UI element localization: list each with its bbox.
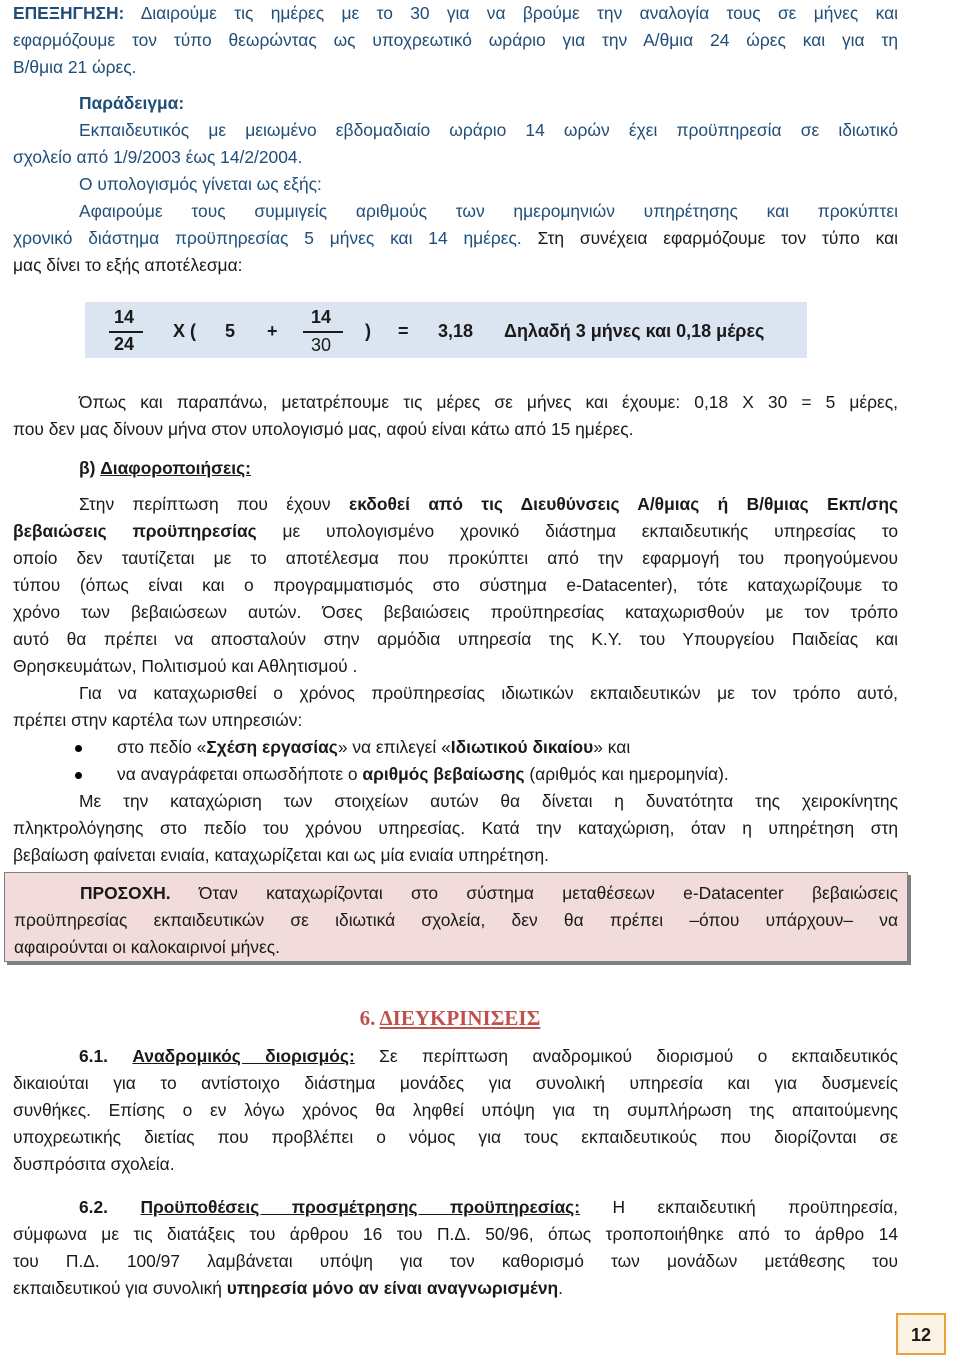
section-heading: 6. ΔΙΕΥΚΡΙΝΙΣΕΙΣ [359, 1006, 541, 1030]
explanation-block: ΕΠΕΞΗΓΗΣΗ: Διαιρούμε τις ημέρες με το 30 για να βρούμε την αναλογία τους σε μήνες και εφαρμόζουμε τον τύπο θεωρώντας ως υποχρεωτικό ωράριο για την Α/θμια 24 ώρες και για τη Β/θμια 21 ώρες. [13, 3, 899, 77]
fraction-line [303, 331, 343, 333]
explanation-label: ΕΠΕΞΗΓΗΣΗ: [13, 3, 125, 23]
subsection-title: Προϋποθέσεις προσμέτρησης προϋπηρεσίας: [140, 1197, 580, 1217]
example-block: Παράδειγμα: Εκπαιδευτικός με μειωμένο εβδομαδιαίο ωράριο 14 ωρών έχει προϋπηρεσία σε ιδιωτικό σχολείο από 1/9/2003 έως 14/2/2004. Ο υπολογισμός γίνεται ως εξής: Αφαιρούμε τους συμμιγείς αριθμούς των ημερομηνιών υπηρέτησης και προκύπτει χρονικό διάστημα προϋπηρεσίας 5 μήνες και 14 ημέρες. Στη συνέχεια εφαρμόζουμε τον τύπο και μας δίνει το εξής αποτέλεσμα: [13, 90, 898, 279]
body-block: Όπως και παραπάνω, μετατρέπουμε τις μέρες σε μήνες και έχουμε: 0,18 Χ 30 = 5 μέρες, που δεν μας δίνουν μήνα στον υπολογισμό μας, αφού είναι κάτω από 15 ημέρες. β) Διαφοροποιήσεις: Στην περίπτωση που έχουν εκδοθεί από τις Διευθύνσεις Α/θμιας ή Β/θμιας Εκπ/σης βεβαιώσεις προϋπηρεσίας με υπολογισμένο χρονικό διάστημα εκπαιδευτικής υπηρεσίας το οποίο δεν ταυτίζεται με το αποτέλεσμα που προκύπτει από την εφαρμογή του προηγούμενου τύπου (όπως είναι και ο προγραμματισμός στο σύστημα e-Datacenter), τότε καταχωρίζουμε το χρόνο των βεβαιώσεων αυτών. Όσες βεβαιώσεις προϋπηρεσίας καταχωρισθούν με τον τρόπο αυτό θα πρέπει να αποσταλούν στην αρμόδια υπηρεσία της Κ.Υ. του Υπουργείου Παιδείας και Θρησκευμάτων, Πολιτισμού και Αθλητισμού . Για να καταχωρισθεί ο χρόνος προϋπηρεσίας ιδιωτικών εκπαιδευτικών με τον τρόπο αυτό, πρέπει στην καρτέλα των υπηρεσιών: στο πεδίο «Σχέση εργασίας» να επιλεγεί «Ιδιωτικού δικαίου» και να αναγράφεται οπωσδήποτε ο αριθμός βεβαίωσης (αριθμός και ημερομηνία). Με την καταχώριση των στοιχείων αυτών θα δίνεται η δυνατότητα της χειροκίνητης πληκτρολόγησης στο πεδίο του χρόνου υπηρεσίας. Κατά την καταχώριση, όταν η υπηρέτηση στη βεβαίωση φαίνεται ενιαία, καταχωρίζεται και ως μία ενιαία υπηρέτηση. [13, 392, 898, 865]
subsection-title: Αναδρομικός διορισμός: [132, 1046, 355, 1066]
section-b-heading: β) Διαφοροποιήσεις: [79, 458, 251, 478]
attention-box: ΠΡΟΣΟΧΗ. Όταν καταχωρίζονται στο σύστημα μεταθέσεων e-Datacenter βεβαιώσεις προϋπηρεσίας εκπαιδευτικών σε ιδιωτικά σχολεία, δεν θα πρέπει –όπου υπάρχουν– να αφαιρούνται οι καλοκαιρινοί μήνες. [4, 872, 908, 962]
clarifications-block: 6.1. Αναδρομικός διορισμός: Σε περίπτωση αναδρομικού διορισμού ο εκπαιδευτικός δικαιούται για το αντίστοιχο διάστημα μονάδες για συνολική υπηρεσία και για δυσμενείς συνθήκες. Επίσης ο εν λόγω χρόνος θα ληφθεί υπόψη για τη συμπλήρωση της απαιτούμενης υποχρεωτικής διετίας που προβλέπει ο νόμος για τους εκπαιδευτικούς που διορίζονται σε δυσπρόσιτα σχολεία. 6.2. Προϋποθέσεις προσμέτρησης προϋπηρεσίας: Η εκπαιδευτική προϋπηρεσία, σύμφωνα με τις διατάξεις του άρθρου 16 του Π.Δ. 50/96, όπως τροποποιήθηκε από το άρθρο 14 του Π.Δ. 100/97 λαμβάνεται υπόψη για τον καθορισμό των μονάδων μετάθεσης του εκπαιδευτικού για συνολική υπηρεσία μόνο αν είναι αναγνωρισμένη. [13, 1046, 898, 1298]
formula-explanation: Δηλαδή 3 μήνες και 0,18 μέρες [504, 321, 765, 341]
fraction-line [109, 331, 143, 333]
bullet-icon [75, 772, 82, 779]
attention-label: ΠΡΟΣΟΧΗ. [80, 883, 171, 903]
bullet-icon [75, 745, 82, 752]
page-number: 12 [910, 1325, 932, 1345]
page-number-badge [896, 1313, 946, 1355]
formula-box: 14 24 Χ ( 5 + 14 30 ) = 3,18 Δηλαδή 3 μήνες και 0,18 μέρες [85, 302, 807, 358]
formula-result: 3,18 [438, 321, 474, 341]
list-item: στο πεδίο «Σχέση εργασίας» να επιλεγεί «Ιδιωτικού δικαίου» και [13, 734, 898, 761]
example-title: Παράδειγμα: [79, 93, 185, 113]
list-item: να αναγράφεται οπωσδήποτε ο αριθμός βεβαίωσης (αριθμός και ημερομηνία). [13, 761, 898, 788]
